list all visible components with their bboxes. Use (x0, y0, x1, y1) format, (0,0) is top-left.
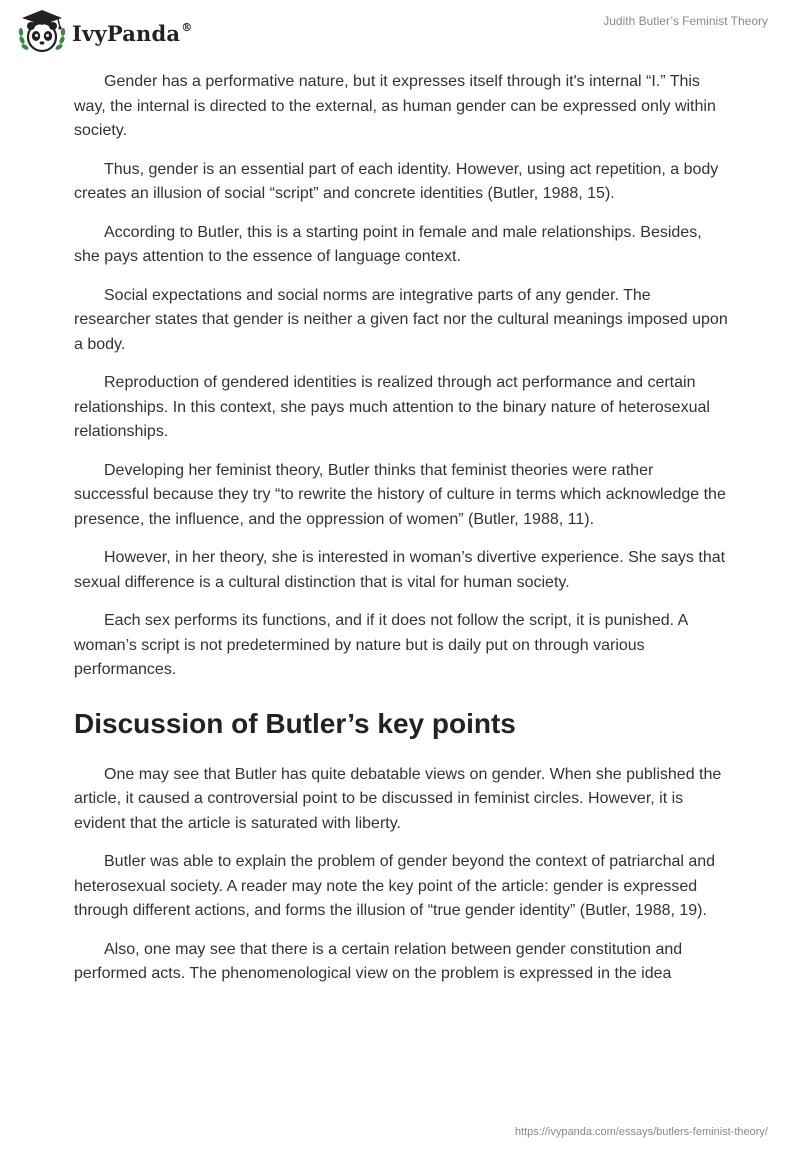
logo-text: IvyPanda® (72, 20, 193, 46)
paragraph: Thus, gender is an essential part of each identity. However, using act repetition, a body creates an illusion of social “script” and concrete identities (Butler, 1988, 15). (74, 160, 719, 202)
ivypanda-logo[interactable] (16, 8, 192, 56)
paragraph: Each sex performs its functions, and if it does not follow the script, it is punished. A woman’s script is not predetermined by nature but is daily put on through various performances. (74, 612, 688, 678)
source-url-link[interactable]: https://ivypanda.com/essays/butlers-feminist-theory/ (514, 1126, 768, 1138)
essay-content (74, 70, 730, 1001)
paragraph: One may see that Butler has quite debatable views on gender. When she published the article, it caused a controversial point to be discussed in feminist circles. However, it is evident that the article is saturated with liberty. (74, 765, 722, 832)
section-heading: Discussion of Butler’s key points (74, 707, 516, 739)
paragraph: Gender has a performative nature, but it expresses itself through it's internal “I.” This way, the internal is directed to the external, as human gender can be expressed only within society. (74, 73, 716, 139)
paragraph: Social expectations and social norms are integrative parts of any gender. The researcher states that gender is neither a given fact nor the cultural meanings imposed upon a body. (74, 286, 728, 353)
paragraph: According to Butler, this is a starting point in female and male relationships. Besides, she pays attention to the essence of language context. (74, 223, 702, 265)
paragraph: Reproduction of gendered identities is realized through act performance and certain relationships. In this context, she pays much attention to the binary nature of heterosexual relationships. (74, 374, 710, 440)
paragraph: However, in her theory, she is interested in woman’s divertive experience. She says that sexual difference is a cultural distinction that is vital for human society. (74, 549, 726, 591)
paragraph: Butler was able to explain the problem of gender beyond the context of patriarchal and heterosexual society. A reader may note the key point of the article: gender is expressed through different actions, and forms the illusion of “true gender identity” (Butler, 1988, 19). (74, 853, 716, 919)
paragraph: Developing her feminist theory, Butler thinks that feminist theories were rather successful because they try “to rewrite the history of culture in terms which acknowledge the presence, the influence, and the oppression of women” (Butler, 1988, 11). (74, 461, 726, 528)
paragraph: Also, one may see that there is a certain relation between gender constitution and performed acts. The phenomenological view on the problem is expressed in the idea (74, 940, 683, 982)
document-title: Judith Butler’s Feminist Theory (603, 14, 768, 28)
page-header (0, 0, 800, 60)
registered-mark: ® (181, 20, 193, 34)
panda-graduate-icon (16, 8, 68, 56)
